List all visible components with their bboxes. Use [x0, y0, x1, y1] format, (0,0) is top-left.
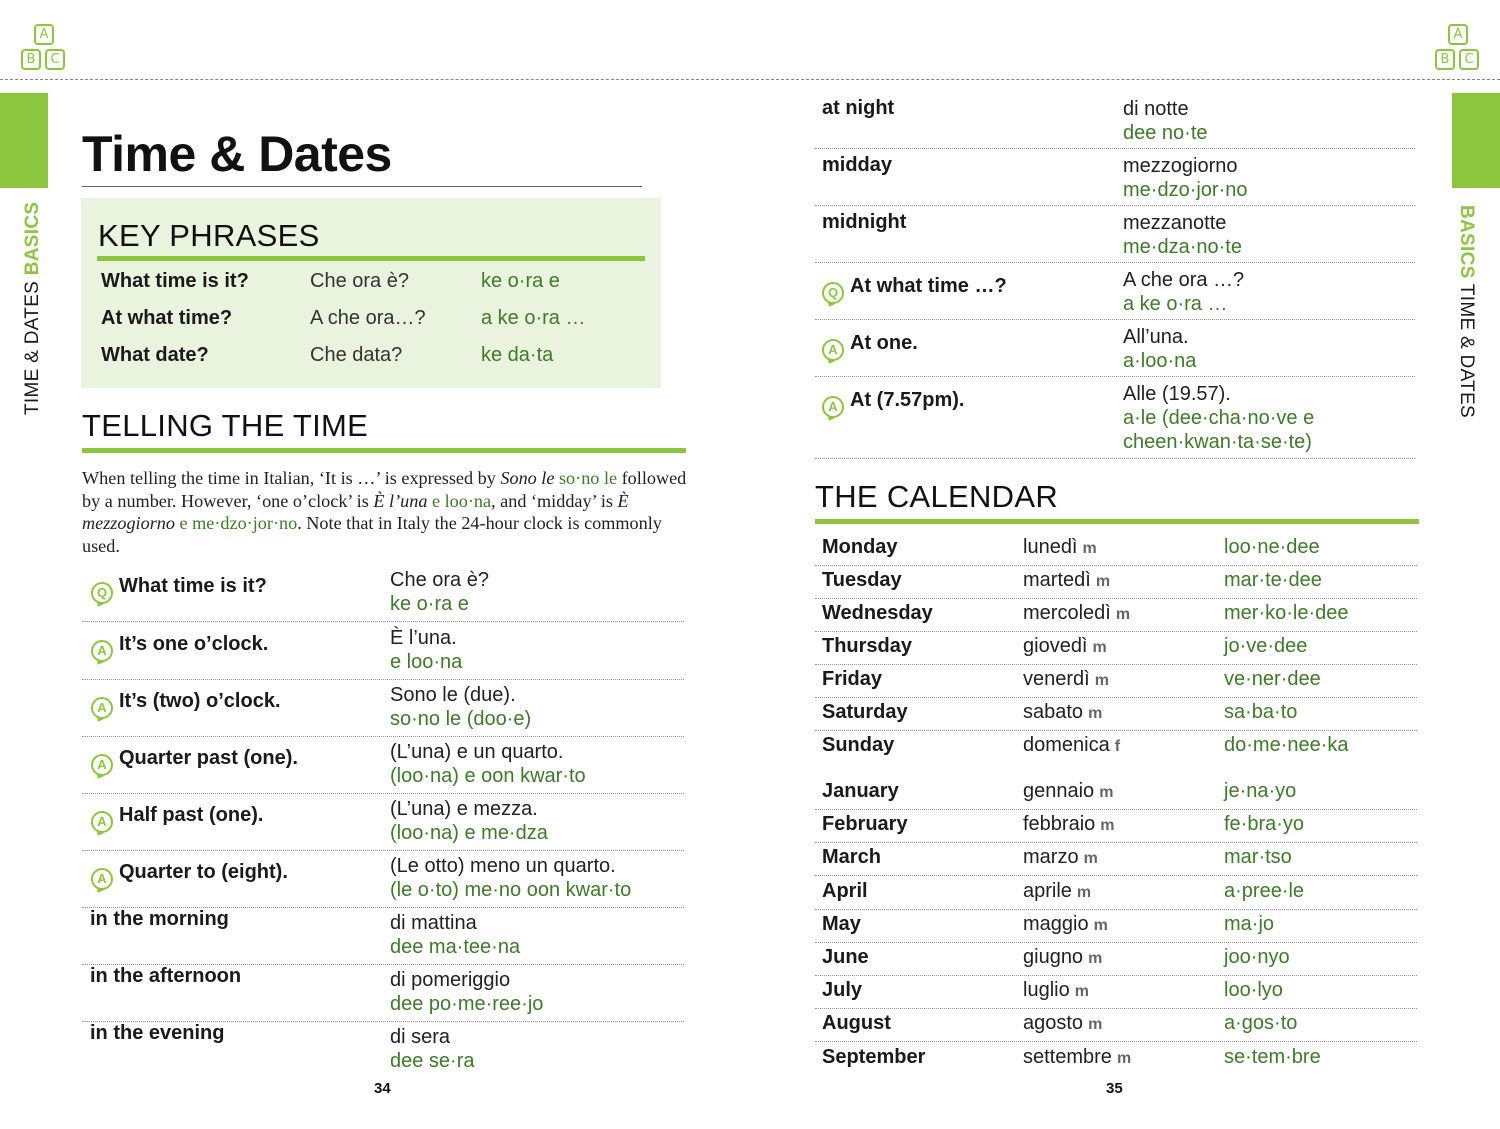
calendar-english: Wednesday — [822, 602, 933, 624]
block-a: A — [1448, 24, 1468, 45]
phrase-italian: È l’una. — [390, 627, 457, 649]
phrase-pronunciation: (le o·to) me·no oon kwar·to — [390, 879, 632, 901]
intro-italian: È mezzogiorno — [82, 490, 629, 534]
calendar-italian — [1023, 913, 1108, 936]
calendar-pronunciation: je·na·yo — [1224, 780, 1297, 802]
calendar-italian — [1023, 846, 1098, 869]
phrase-english: Half past (one). — [119, 804, 264, 826]
answer-bubble-icon: A — [91, 754, 113, 776]
calendar-pronunciation: sa·ba·to — [1224, 701, 1298, 723]
calendar-pronunciation: ve·ner·dee — [1224, 668, 1321, 690]
calendar-pronunciation: a·pree·le — [1224, 879, 1305, 902]
calendar-italian — [1023, 780, 1113, 803]
calendar-english: August — [822, 1012, 891, 1035]
side-label-chapter: TIME & DATES — [22, 280, 43, 415]
abc-blocks-icon — [1434, 22, 1482, 70]
intro-text: When telling the time in Italian, ‘It is …’ is expressed by — [82, 468, 501, 488]
phrase-italian: A che ora …? — [1123, 269, 1245, 291]
calendar-english: Tuesday — [822, 569, 902, 591]
abc-blocks-icon — [20, 22, 68, 70]
question-bubble-icon: Q — [822, 282, 844, 304]
phrase-italian: (L’una) e mezza. — [390, 798, 538, 820]
calendar-heading: THE CALENDAR — [815, 479, 1059, 514]
gender-marker: m — [1088, 950, 1103, 967]
key-phrases-box — [81, 198, 661, 388]
calendar-italian — [1023, 734, 1120, 757]
gender-marker: m — [1088, 1016, 1103, 1034]
calendar-rule — [815, 519, 1419, 524]
answer-bubble-icon: A — [822, 339, 844, 361]
answer-bubble-icon: A — [91, 640, 113, 662]
time-phrase-row — [82, 565, 684, 622]
calendar-italian — [1023, 668, 1109, 691]
calendar-english: April — [822, 879, 868, 902]
gender-marker: f — [1114, 738, 1121, 755]
phrase-italian: All’una. — [1123, 326, 1189, 348]
calendar-italian-word: aprile — [1023, 879, 1072, 902]
calendar-pronunciation: ma·jo — [1224, 912, 1275, 935]
phrase-italian: (L’una) e un quarto. — [390, 741, 564, 763]
calendar-pronunciation: mar·tso — [1224, 846, 1292, 869]
calendar-month-row — [815, 943, 1417, 976]
calendar-month-row — [815, 843, 1417, 876]
gender-marker: m — [1083, 850, 1098, 868]
time-phrase-row — [82, 623, 684, 680]
page-title: Time & Dates — [82, 126, 392, 182]
phrase-pronunciation: ke da·ta — [481, 344, 554, 366]
phrase-pronunciation: a·loo·na — [1123, 350, 1197, 372]
answer-bubble-icon: A — [91, 697, 113, 719]
calendar-italian-word: maggio — [1023, 912, 1089, 935]
calendar-day-row — [815, 665, 1417, 698]
calendar-pronunciation: do·me·nee·ka — [1224, 734, 1349, 756]
phrase-italian: di mattina — [390, 912, 477, 934]
side-label-left — [22, 202, 44, 415]
time-phrase-row — [82, 965, 684, 1022]
calendar-english: January — [822, 780, 899, 802]
phrase-english: midnight — [822, 211, 907, 233]
phrase-english: It’s (two) o’clock. — [119, 690, 281, 712]
gender-marker: m — [1115, 606, 1131, 623]
gender-marker: m — [1093, 916, 1108, 934]
calendar-italian-word: giugno — [1023, 946, 1084, 968]
calendar-day-row — [815, 632, 1417, 665]
telling-time-heading: TELLING THE TIME — [82, 408, 369, 443]
phrase-pronunciation: dee po·me·ree·jo — [390, 993, 544, 1015]
time-phrase-row — [82, 794, 684, 851]
calendar-english: February — [822, 813, 908, 836]
phrase-italian: Che ora è? — [310, 270, 409, 292]
time-phrase-row — [82, 851, 684, 908]
phrase-english: Quarter to (eight). — [119, 861, 288, 883]
calendar-pronunciation: a·gos·to — [1224, 1012, 1298, 1035]
page-number-left: 34 — [374, 1080, 391, 1097]
calendar-pronunciation: se·tem·bre — [1224, 1045, 1321, 1068]
calendar-day-row — [815, 533, 1417, 566]
block-c: C — [1459, 49, 1479, 70]
intro-text: . Note that in Italy the 24-hour clock is commonly used. — [82, 513, 662, 556]
calendar-english: September — [822, 1045, 926, 1068]
phrase-english: At what time? — [101, 307, 233, 329]
gender-marker: m — [1088, 705, 1103, 722]
side-label-section: BASICS — [22, 201, 43, 276]
block-b: B — [21, 49, 41, 70]
calendar-pronunciation: loo·ne·dee — [1224, 536, 1320, 558]
time-phrase-row — [815, 265, 1415, 320]
calendar-italian-word: domenica — [1023, 734, 1110, 756]
answer-bubble-icon: A — [822, 396, 844, 418]
gender-marker: m — [1100, 817, 1115, 835]
time-phrase-row — [815, 94, 1415, 149]
calendar-english: Monday — [822, 536, 898, 558]
phrase-pronunciation: (loo·na) e me·dza — [390, 822, 548, 844]
title-divider — [82, 186, 642, 187]
phrase-pronunciation: a ke o·ra … — [481, 307, 586, 329]
time-phrase-row — [815, 379, 1415, 459]
side-label-section: BASICS — [1456, 205, 1477, 279]
calendar-italian-word: venerdì — [1023, 668, 1090, 690]
phrase-pronunciation: so·no le (doo·e) — [390, 708, 532, 730]
phrase-italian: mezzanotte — [1123, 212, 1227, 234]
phrase-italian: Che data? — [310, 344, 403, 366]
phrase-pronunciation: a ke o·ra … — [1123, 293, 1228, 315]
intro-italian: È l’una — [373, 490, 428, 511]
gender-marker: m — [1092, 639, 1107, 656]
phrase-italian: A che ora…? — [310, 307, 426, 329]
calendar-italian-word: martedì — [1023, 569, 1091, 591]
phrase-pronunciation: dee no·te — [1123, 122, 1208, 144]
block-c: C — [45, 49, 65, 70]
intro-pronunciation: e loo·na — [427, 490, 492, 511]
intro-pronunciation: e me·dzo·jor·no — [174, 513, 298, 534]
calendar-day-row — [815, 599, 1417, 632]
calendar-pronunciation: jo·ve·dee — [1224, 635, 1308, 657]
key-phrases-heading: KEY PHRASES — [98, 218, 320, 253]
calendar-english: June — [822, 946, 869, 968]
phrase-pronunciation: e loo·na — [390, 651, 463, 673]
phrase-english: At what time …? — [850, 275, 1007, 297]
key-phrases-rule — [97, 256, 645, 261]
gender-marker: m — [1094, 672, 1109, 689]
phrase-italian: di pomeriggio — [390, 969, 511, 991]
time-phrase-row — [82, 680, 684, 737]
calendar-pronunciation: mar·te·dee — [1224, 569, 1322, 591]
key-phrase-row — [101, 344, 641, 374]
time-phrase-row — [815, 322, 1415, 377]
calendar-pronunciation: fe·bra·yo — [1224, 813, 1305, 836]
telling-time-rule — [82, 448, 686, 453]
calendar-italian-word: sabato — [1023, 701, 1084, 723]
calendar-month-row — [815, 976, 1417, 1009]
calendar-english: Friday — [822, 668, 883, 690]
calendar-month-row — [815, 877, 1417, 910]
calendar-italian-word: luglio — [1023, 979, 1070, 1002]
phrase-english: at night — [822, 97, 895, 119]
calendar-english: March — [822, 846, 881, 869]
calendar-italian — [1023, 602, 1130, 625]
page-number-right: 35 — [1106, 1080, 1123, 1097]
calendar-italian-word: agosto — [1023, 1012, 1084, 1035]
gender-marker: m — [1095, 573, 1111, 590]
intro-pronunciation: so·no le — [558, 468, 618, 488]
gender-marker: m — [1116, 1049, 1132, 1067]
section-tab-left — [0, 93, 48, 188]
side-label-chapter: TIME & DATES — [1456, 283, 1477, 418]
key-phrase-row — [101, 270, 641, 300]
block-b: B — [1435, 49, 1455, 70]
calendar-day-row — [815, 698, 1417, 731]
calendar-italian — [1023, 1046, 1131, 1069]
intro-text: followed by a number. However, ‘one o’clock’ is — [82, 468, 687, 511]
calendar-month-row — [815, 910, 1417, 943]
phrase-pronunciation: a·le (dee·cha·no·ve e cheen·kwan·ta·se·te) — [1123, 407, 1315, 453]
answer-bubble-icon: A — [91, 868, 113, 890]
intro-text: , and ‘midday’ is — [491, 490, 618, 511]
time-phrase-row — [82, 1022, 684, 1076]
side-label-right — [1455, 205, 1477, 418]
calendar-italian-word: lunedì — [1023, 536, 1078, 558]
calendar-day-row — [815, 566, 1417, 599]
phrase-italian: Alle (19.57). — [1123, 383, 1231, 405]
header-divider — [0, 79, 1500, 80]
calendar-italian — [1023, 813, 1115, 836]
section-tab-right — [1452, 93, 1500, 188]
phrase-english: At (7.57pm). — [850, 389, 965, 411]
intro-italian: Sono le — [500, 468, 559, 488]
calendar-month-row — [815, 1009, 1417, 1042]
calendar-english: July — [822, 979, 863, 1002]
block-a: A — [34, 24, 54, 45]
phrase-italian: (Le otto) meno un quarto. — [390, 855, 616, 877]
calendar-italian — [1023, 569, 1110, 592]
question-bubble-icon: Q — [91, 582, 113, 604]
phrase-english: What time is it? — [119, 575, 267, 597]
calendar-month-row — [815, 777, 1417, 810]
phrase-pronunciation: dee se·ra — [390, 1050, 475, 1072]
calendar-italian — [1023, 979, 1089, 1002]
gender-marker: m — [1074, 983, 1089, 1001]
phrase-english: What date? — [101, 344, 209, 366]
calendar-italian-word: giovedì — [1023, 635, 1088, 657]
calendar-english: Thursday — [822, 635, 913, 657]
phrase-pronunciation: dee ma·tee·na — [390, 936, 521, 958]
telling-time-intro — [82, 467, 687, 557]
time-phrase-row — [815, 208, 1415, 263]
calendar-english: May — [822, 912, 861, 935]
phrase-english: Quarter past (one). — [119, 747, 298, 769]
calendar-month-row — [815, 810, 1417, 843]
calendar-italian — [1023, 880, 1091, 903]
calendar-italian — [1023, 635, 1107, 658]
gender-marker: m — [1082, 540, 1097, 557]
calendar-english: Saturday — [822, 701, 908, 723]
calendar-italian-word: mercoledì — [1023, 602, 1111, 624]
calendar-day-row — [815, 731, 1417, 764]
phrase-italian: mezzogiorno — [1123, 155, 1238, 177]
phrase-english: At one. — [850, 332, 918, 354]
time-phrase-row — [815, 151, 1415, 206]
key-phrase-row — [101, 307, 641, 337]
phrase-english: in the evening — [90, 1022, 225, 1044]
time-phrase-row — [82, 908, 684, 965]
calendar-italian — [1023, 536, 1097, 559]
calendar-pronunciation: loo·lyo — [1224, 979, 1283, 1002]
phrase-pronunciation: me·dza·no·te — [1123, 236, 1242, 258]
phrase-pronunciation: me·dzo·jor·no — [1123, 179, 1248, 201]
phrase-pronunciation: (loo·na) e oon kwar·to — [390, 765, 586, 787]
phrase-english: What time is it? — [101, 270, 249, 292]
phrase-english: midday — [822, 154, 893, 176]
time-phrase-row — [82, 737, 684, 794]
calendar-italian-word: febbraio — [1023, 813, 1096, 836]
calendar-month-row — [815, 1043, 1417, 1076]
phrase-pronunciation: ke o·ra e — [390, 593, 469, 615]
phrase-pronunciation: ke o·ra e — [481, 270, 560, 292]
phrase-english: in the afternoon — [90, 965, 242, 987]
calendar-italian-word: marzo — [1023, 846, 1079, 869]
phrase-english: in the morning — [90, 908, 229, 930]
phrase-italian: Sono le (due). — [390, 684, 516, 706]
phrase-english: It’s one o’clock. — [119, 633, 269, 655]
calendar-english: Sunday — [822, 734, 895, 756]
answer-bubble-icon: A — [91, 811, 113, 833]
phrase-italian: Che ora è? — [390, 569, 489, 591]
calendar-pronunciation: joo·nyo — [1224, 946, 1290, 968]
calendar-italian — [1023, 946, 1102, 969]
calendar-italian-word: gennaio — [1023, 780, 1095, 802]
gender-marker: m — [1099, 784, 1114, 801]
calendar-italian — [1023, 701, 1102, 724]
calendar-pronunciation: mer·ko·le·dee — [1224, 602, 1349, 624]
phrase-italian: di notte — [1123, 98, 1189, 120]
calendar-italian — [1023, 1012, 1102, 1035]
phrase-italian: di sera — [390, 1026, 451, 1048]
gender-marker: m — [1076, 883, 1092, 901]
calendar-italian-word: settembre — [1023, 1045, 1112, 1068]
